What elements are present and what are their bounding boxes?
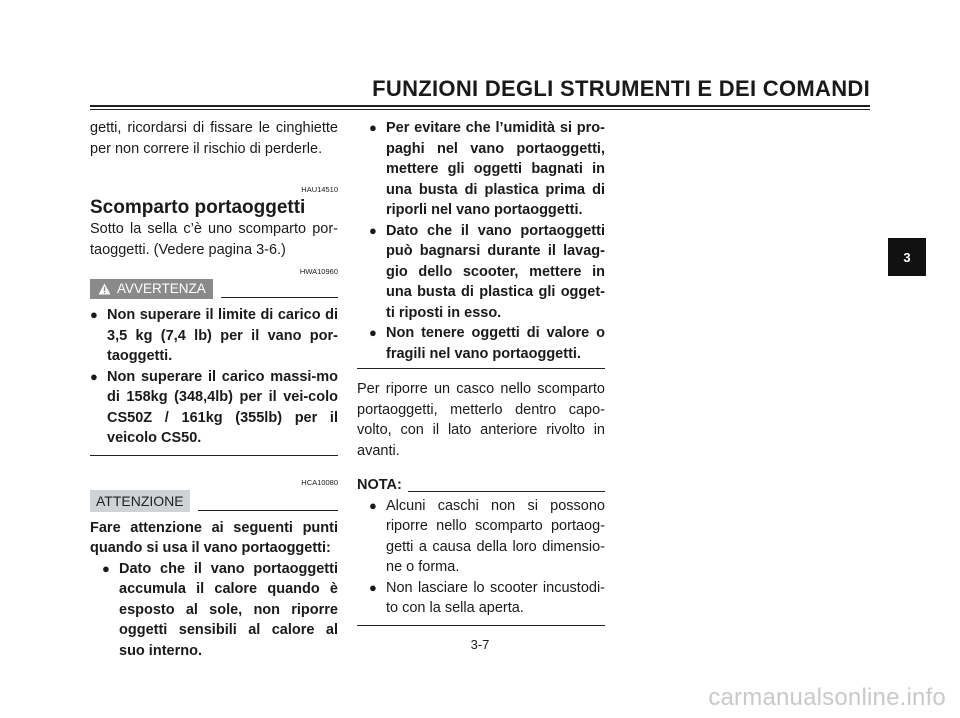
warning-triangle-icon bbox=[98, 283, 111, 295]
helmet-paragraph: Per riporre un casco nello scomparto portaoggetti, metterlo dentro capo-volto, con il lato anteriore rivolto in avanti. bbox=[357, 381, 605, 459]
caution-header bbox=[90, 490, 338, 512]
warning-badge bbox=[90, 279, 213, 299]
intro-paragraph: getti, ricordarsi di fissare le cinghiette per non correre il rischio di perderle. bbox=[90, 120, 338, 157]
caution-intro: Fare attenzione ai seguenti punti quando si usa il vano portaoggetti: bbox=[90, 519, 338, 556]
caution-list-right bbox=[357, 118, 605, 364]
caution-label: ATTENZIONE bbox=[90, 490, 190, 512]
warning-header-rule bbox=[221, 297, 338, 298]
bullet-dot-icon: ● bbox=[369, 579, 377, 595]
bullet-dot-icon: ● bbox=[369, 497, 377, 513]
chapter-tab: 3 bbox=[888, 238, 926, 276]
header-rule-thick bbox=[90, 105, 870, 107]
bullet-dot-icon: ● bbox=[102, 560, 110, 576]
nota-header-rule bbox=[408, 491, 605, 492]
reference-code: HAU14510 bbox=[301, 185, 338, 194]
warning-end-rule bbox=[90, 455, 338, 456]
nota-label: NOTA: bbox=[357, 477, 402, 493]
section-title: Scomparto portaoggetti bbox=[90, 197, 306, 218]
watermark: carmanualsonline.info bbox=[708, 684, 946, 711]
bullet-dot-icon: ● bbox=[90, 307, 98, 322]
page-header-title: FUNZIONI DEGLI STRUMENTI E DEI COMANDI bbox=[372, 76, 870, 101]
nota-header bbox=[357, 475, 605, 496]
list-item-text: Non lasciare lo scooter incustodi-to con la sella aperta. bbox=[386, 579, 605, 616]
list-item bbox=[90, 305, 338, 367]
list-item bbox=[369, 496, 605, 578]
warning-label: AVVERTENZA bbox=[117, 281, 206, 296]
nota-end-rule bbox=[357, 625, 605, 626]
list-item-text: Dato che il vano portaoggetti può bagnarsi durante il lavag-gio dello scooter, mettere in una busta di plastica gli ogget-ti riposti in esso. bbox=[386, 222, 605, 321]
bullet-dot-icon: ● bbox=[369, 120, 377, 135]
list-item-text: Non tenere oggetti di valore o fragili nel vano portaoggetti. bbox=[386, 325, 605, 362]
page-number: 3-7 bbox=[470, 637, 490, 652]
list-item-text: Per evitare che l’umidità si pro-paghi nel vano portaoggetti, mettere gli oggetti bagnati in una busta di plastica prima di riporli nel vano portaoggetti. bbox=[386, 120, 605, 218]
caution-header-rule bbox=[198, 510, 338, 511]
list-item bbox=[369, 578, 605, 619]
left-column bbox=[90, 118, 338, 661]
bullet-dot-icon: ● bbox=[369, 325, 377, 340]
nota-list bbox=[357, 496, 605, 619]
list-item-text: Non superare il carico massi-mo di 158kg (348,4lb) per il vei-colo CS50Z / 161kg (355lb) per il veicolo CS50. bbox=[107, 368, 338, 446]
caution-list-left bbox=[90, 518, 338, 662]
list-item bbox=[102, 559, 338, 662]
reference-code: HCA10080 bbox=[301, 477, 338, 487]
list-item-text: Non superare il limite di carico di 3,5 kg (7,4 lb) per il vano por-taoggetti. bbox=[107, 307, 338, 364]
warning-header bbox=[90, 279, 338, 299]
list-item bbox=[369, 221, 605, 324]
list-item bbox=[90, 367, 338, 449]
list-item-text: Dato che il vano portaoggetti accumula il calore quando è esposto al sole, non riporre oggetti sensibili al calore al suo interno. bbox=[119, 560, 338, 659]
right-column bbox=[357, 118, 605, 626]
warning-list bbox=[90, 305, 338, 449]
reference-code: HWA10960 bbox=[299, 267, 338, 276]
bullet-dot-icon: ● bbox=[369, 222, 377, 238]
list-item bbox=[369, 323, 605, 364]
list-item-text: Alcuni caschi non si possono riporre nello scomparto portaog-getti a causa della loro dimensio-ne o forma. bbox=[386, 497, 605, 575]
bullet-dot-icon: ● bbox=[90, 368, 98, 384]
list-item bbox=[369, 118, 605, 221]
section-paragraph: Sotto la sella c’è uno scomparto por-taoggetti. (Vedere pagina 3-6.) bbox=[90, 221, 338, 258]
header-rule-thin bbox=[90, 109, 870, 110]
caution-end-rule bbox=[357, 368, 605, 369]
